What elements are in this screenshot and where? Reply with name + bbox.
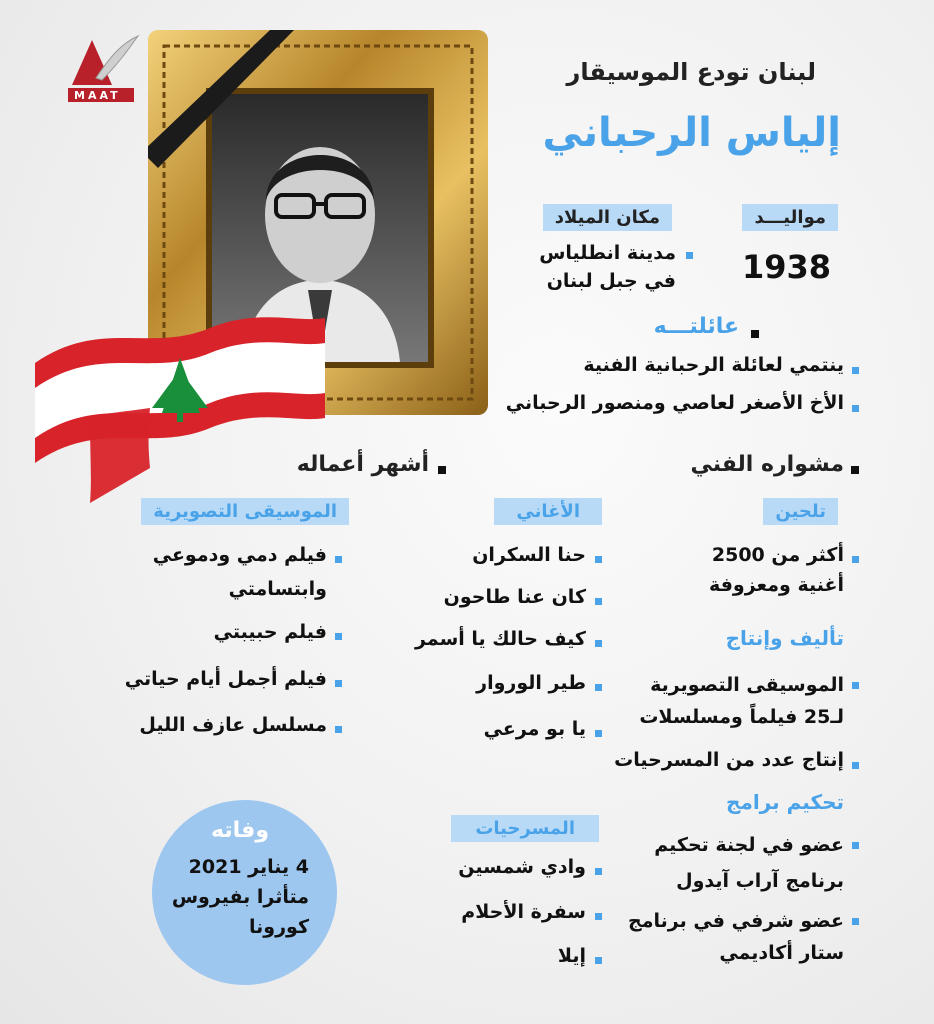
soundtrack-3: فيلم أجمل أيام حياتي	[124, 668, 327, 690]
play-2: سفرة الأحلام	[461, 901, 586, 923]
bullet	[595, 598, 602, 605]
soundtrack-4: مسلسل عازف الليل	[139, 714, 327, 736]
career-header: مشواره الفني	[690, 452, 844, 477]
song-4: طير الوروار	[476, 672, 586, 694]
bullet	[595, 730, 602, 737]
bullet	[335, 726, 342, 733]
judging-item2-line2: ستار أكاديمي	[719, 942, 844, 964]
birth-year: 1938	[741, 248, 831, 286]
bullet	[686, 252, 693, 259]
birth-place-line1: مدينة انطلياس	[539, 242, 676, 264]
song-5: يا بو مرعي	[483, 718, 586, 740]
plays-label: المسرحيات	[451, 815, 599, 842]
production-item2: إنتاج عدد من المسرحيات	[614, 749, 844, 771]
judging-label: تحكيم برامج	[726, 790, 844, 814]
maat-logo	[62, 30, 142, 110]
bullet	[595, 913, 602, 920]
death-line1: 4 يناير 2021	[188, 856, 309, 878]
bullet	[335, 556, 342, 563]
bullet	[852, 918, 859, 925]
death-label: وفاته	[211, 818, 269, 843]
play-3: إيلا	[557, 945, 586, 967]
bullet	[852, 842, 859, 849]
birth-label: مواليـــد	[742, 204, 838, 231]
soundtrack-1-line2: وابتسامتي	[228, 578, 327, 600]
death-line2: متأثرا بفيروس	[171, 886, 309, 908]
logo-text: MAAT	[74, 89, 121, 102]
judging-item1-line1: عضو في لجنة تحكيم	[654, 834, 844, 856]
bullet	[595, 957, 602, 964]
production-label: تأليف وإنتاج	[725, 626, 844, 650]
judging-item2-line1: عضو شرفي في برنامج	[628, 910, 844, 932]
death-line3: كورونا	[249, 916, 309, 938]
birth-place-label: مكان الميلاد	[543, 204, 672, 231]
title-line2: إلياس الرحباني	[542, 110, 841, 156]
lebanon-flag	[30, 298, 330, 508]
bullet	[851, 466, 859, 474]
production-item1-line1: الموسيقى التصويرية	[650, 674, 844, 696]
bullet	[852, 367, 859, 374]
family-item-2: الأخ الأصغر لعاصي ومنصور الرحباني	[505, 392, 844, 414]
bullet	[335, 633, 342, 640]
bullet	[595, 640, 602, 647]
bullet	[335, 680, 342, 687]
lebanon-flag-icon	[30, 298, 330, 508]
composing-line1: أكثر من 2500	[711, 544, 844, 566]
bullet	[595, 684, 602, 691]
production-item1-line2: لـ25 فيلماً ومسلسلات	[639, 706, 844, 728]
bullet	[852, 762, 859, 769]
soundtrack-2: فيلم حبيبتي	[213, 621, 327, 643]
bullet	[852, 405, 859, 412]
birth-place-line2: في جبل لبنان	[546, 270, 676, 292]
family-item-1: ينتمي لعائلة الرحبانية الفنية	[583, 354, 844, 376]
title-line1: لبنان تودع الموسيقار	[566, 58, 816, 86]
soundtracks-label: الموسيقى التصويرية	[141, 498, 349, 525]
bullet	[852, 682, 859, 689]
bullet	[852, 556, 859, 563]
bullet	[595, 556, 602, 563]
composing-label: تلحين	[763, 498, 838, 525]
bullet	[751, 330, 759, 338]
bullet	[438, 466, 446, 474]
soundtrack-1-line1: فيلم دمي ودموعي	[152, 544, 327, 566]
play-1: وادي شمسين	[458, 856, 586, 878]
family-header: عائلتـــه	[653, 314, 739, 339]
song-3: كيف حالك يا أسمر	[415, 628, 586, 650]
song-2: كان عنا طاحون	[443, 586, 586, 608]
songs-label: الأغاني	[494, 498, 602, 525]
bullet	[595, 868, 602, 875]
works-header: أشهر أعماله	[296, 452, 429, 477]
judging-item1-line2: برنامج آراب آيدول	[676, 870, 844, 892]
song-1: حنا السكران	[472, 544, 586, 566]
composing-line2: أغنية ومعزوفة	[708, 574, 844, 596]
